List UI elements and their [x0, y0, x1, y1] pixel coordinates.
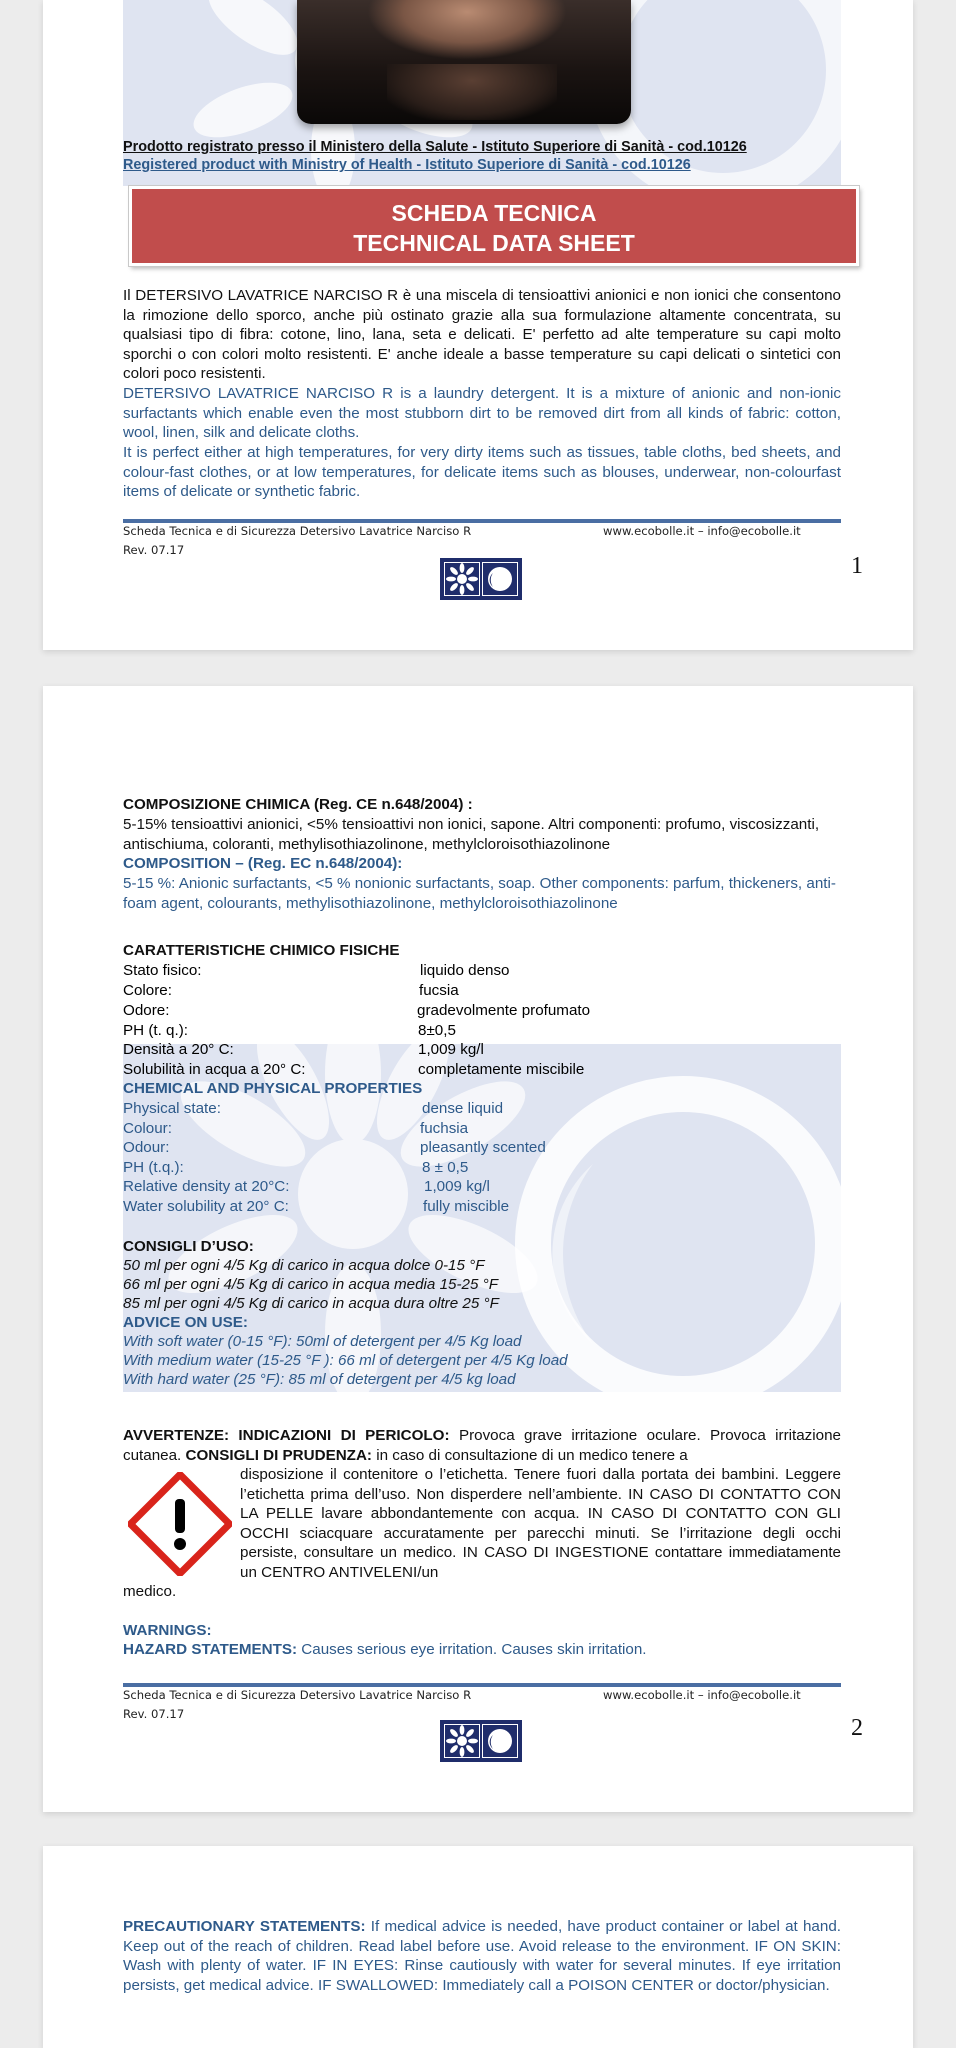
daisy-logo-icon — [444, 562, 480, 596]
title-banner — [129, 186, 859, 266]
property-label: Densità a 20° C: — [123, 1041, 234, 1058]
ecobolle-logo — [440, 558, 522, 600]
hazard-text-en: Causes serious eye irritation. Causes skin irritation. — [297, 1641, 647, 1658]
property-label: PH (t.q.): — [123, 1159, 184, 1176]
property-label: Physical state: — [123, 1100, 221, 1117]
use-title-it: CONSIGLI D’USO: — [123, 1238, 254, 1255]
property-value: fully miscible — [423, 1198, 510, 1215]
precautionary-statements-en — [123, 1917, 841, 1995]
property-value: fuchsia — [420, 1120, 469, 1137]
ghs-exclamation-hazard-icon — [128, 1472, 232, 1576]
warnings-wrapped-text-it: disposizione il contenitore o l’etichetta. Tenere fuori dalla portata dei bambini. Leggere l’etichetta prima dell’uso. Non disperdere nell’ambiente. IN CASO DI CONTATTO CON LA PELLE lavare abbondantemente con acqua. IN CASO DI CONTATTO CON GLI OCCHI sciacquare accuratamente per parecchi minuti. Se l’irritazione degli occhi persiste, consultare un medico. IN CASO DI INGESTIONE contattare immediatamente un CENTRO ANTIVELENI/un — [240, 1466, 841, 1581]
banner-title-it: SCHEDA TECNICA — [391, 200, 597, 226]
precaution-label-en: PRECAUTIONARY STATEMENTS: — [123, 1918, 366, 1935]
document-page-3 — [43, 1846, 913, 2048]
use-line-it: 66 ml per ogni 4/5 Kg di carico in acqua media 15-25 °F — [123, 1276, 499, 1293]
property-value: 1,009 kg/l — [418, 1041, 484, 1058]
footer-contact: www.ecobolle.it – info@ecobolle.it — [603, 1688, 801, 1702]
description-english-2: It is perfect either at high temperatures, for very dirty items such as tissues, table cloths, bed sheets, and colour-fast clothes, or at low temperatures, for delicate items such as blouses, underwear, non-colourfast items of delicate or synthetic fabric. — [123, 444, 841, 501]
ecobolle-logo — [440, 1720, 522, 1762]
hazard-statements-en — [123, 1640, 841, 1660]
warnings-end-it: medico. — [123, 1583, 177, 1600]
composition-title-it: COMPOSIZIONE CHIMICA (Reg. CE n.648/2004) : — [123, 796, 473, 813]
document-page-1 — [43, 0, 913, 650]
use-line-en: With medium water (15-25 °F ): 66 ml of detergent per 4/5 Kg load — [123, 1352, 568, 1369]
property-label: Relative density at 20°C: — [123, 1178, 290, 1195]
hazard-text-it: Provoca grave irritazione oculare. Provoca irritazione cutanea. — [123, 1427, 841, 1464]
footer-divider — [123, 1683, 841, 1687]
warnings-title-en: WARNINGS: — [123, 1622, 212, 1639]
property-value: liquido denso — [420, 962, 510, 979]
document-page-2 — [43, 686, 913, 1812]
daisy-logo-icon — [444, 1724, 480, 1758]
footer-doc-title: Scheda Tecnica e di Sicurezza Detersivo Lavatrice Narciso R — [123, 524, 472, 538]
description-english-1: DETERSIVO LAVATRICE NARCISO R is a laundry detergent. It is a mixture of anionic and non-ionic surfactants which enable even the most stubborn dirt to be removed dirt from all kinds of fabric: cotton, wool, linen, silk and delicate cloths. — [123, 385, 841, 442]
composition-title-en: COMPOSITION – (Reg. EC n.648/2004): — [123, 855, 403, 872]
footer-doc-title: Scheda Tecnica e di Sicurezza Detersivo Lavatrice Narciso R — [123, 1688, 472, 1702]
footer-revision: Rev. 07.17 — [123, 543, 185, 557]
property-value: fucsia — [419, 982, 459, 999]
registration-english: Registered product with Ministry of Health - Istituto Superiore di Sanità - cod.10126 — [123, 157, 691, 173]
property-label: Stato fisico: — [123, 962, 202, 979]
property-value: gradevolmente profumato — [417, 1002, 591, 1019]
description-italian: Il DETERSIVO LAVATRICE NARCISO R è una miscela di tensioattivi anionici e non ionici che consentono la rimozione dello sporco, anche più ostinato grazie alla sua formulazione altamente concentrata, su qualsiasi tipo di fibra: cotone, lino, lana, seta e delicati. E' perfetto ad alte temperature su capi molto sporchi o con colori molto resistenti. E' anche ideale a basse temperature su capi delicati o sintetici con colori poco resistenti. — [123, 287, 841, 383]
bubble-logo-icon — [482, 562, 518, 596]
page-number: 1 — [851, 553, 863, 579]
use-line-en: With soft water (0-15 °F): 50ml of detergent per 4/5 Kg load — [123, 1333, 522, 1350]
composition-text-en: 5-15 %: Anionic surfactants, <5 % nonionic surfactants, soap. Other components: parfum, thickeners, anti-foam agent, colourants, methylisothiazolinone, methylcloroisothiazolinone — [123, 875, 836, 912]
banner-title-en: TECHNICAL DATA SHEET — [353, 230, 635, 256]
hazard-label-en: HAZARD STATEMENTS: — [123, 1641, 298, 1658]
property-value: completamente miscibile — [418, 1061, 585, 1078]
footer-revision: Rev. 07.17 — [123, 1707, 185, 1721]
property-label: Water solubility at 20° C: — [123, 1198, 289, 1215]
property-label: Colore: — [123, 982, 172, 999]
bubble-logo-icon — [482, 1724, 518, 1758]
footer-contact: www.ecobolle.it – info@ecobolle.it — [603, 524, 801, 538]
use-line-it: 85 ml per ogni 4/5 Kg di carico in acqua dura oltre 25 °F — [123, 1295, 499, 1312]
precaution-label-it: CONSIGLI DI PRUDENZA: — [185, 1446, 372, 1464]
properties-title-it: CARATTERISTICHE CHIMICO FISICHE — [123, 942, 400, 959]
property-value: dense liquid — [422, 1100, 504, 1117]
property-label: Solubilità in acqua a 20° C: — [123, 1061, 306, 1078]
page-number: 2 — [851, 1715, 863, 1741]
precaution-text-it: in caso di consultazione di un medico tenere a — [371, 1446, 688, 1464]
hazard-label-it: AVVERTENZE: INDICAZIONI DI PERICOLO: — [123, 1427, 450, 1444]
product-photo — [297, 0, 631, 124]
property-label: Odore: — [123, 1002, 170, 1019]
property-value: 1,009 kg/l — [424, 1178, 490, 1195]
properties-title-en: CHEMICAL AND PHYSICAL PROPERTIES — [123, 1080, 423, 1097]
property-value: pleasantly scented — [420, 1139, 546, 1156]
property-label: PH (t. q.): — [123, 1022, 188, 1039]
composition-text-it: 5-15% tensioattivi anionici, <5% tensioattivi non ionici, sapone. Altri componenti: profumo, viscosizzanti, antischiuma, coloranti, methylisothiazolinone, methylcloroisothiazolinone — [123, 816, 820, 853]
use-title-en: ADVICE ON USE: — [123, 1314, 248, 1331]
property-value: 8±0,5 — [418, 1022, 456, 1039]
footer-divider — [123, 519, 841, 523]
property-label: Colour: — [123, 1120, 172, 1137]
registration-italian: Prodotto registrato presso il Ministero della Salute - Istituto Superiore di Sanità - cod.10126 — [123, 139, 747, 155]
warnings-paragraph-it — [123, 1426, 841, 1465]
precaution-text-en: If medical advice is needed, have product container or label at hand. Keep out of the reach of children. Read label before use. Avoid release to the environment. IF ON SKIN: Wash with plenty of water. IF IN EYES: Rinse cautiously with water for several minutes. If eye irritation persists, get medical advice. IF SWALLOWED: Immediately call a POISON CENTER or doctor/physician. — [123, 1918, 841, 1994]
use-line-en: With hard water (25 °F): 85 ml of detergent per 4/5 kg load — [123, 1371, 516, 1388]
use-line-it: 50 ml per ogni 4/5 Kg di carico in acqua dolce 0-15 °F — [123, 1257, 485, 1274]
property-label: Odour: — [123, 1139, 170, 1156]
property-value: 8 ± 0,5 — [422, 1159, 469, 1176]
